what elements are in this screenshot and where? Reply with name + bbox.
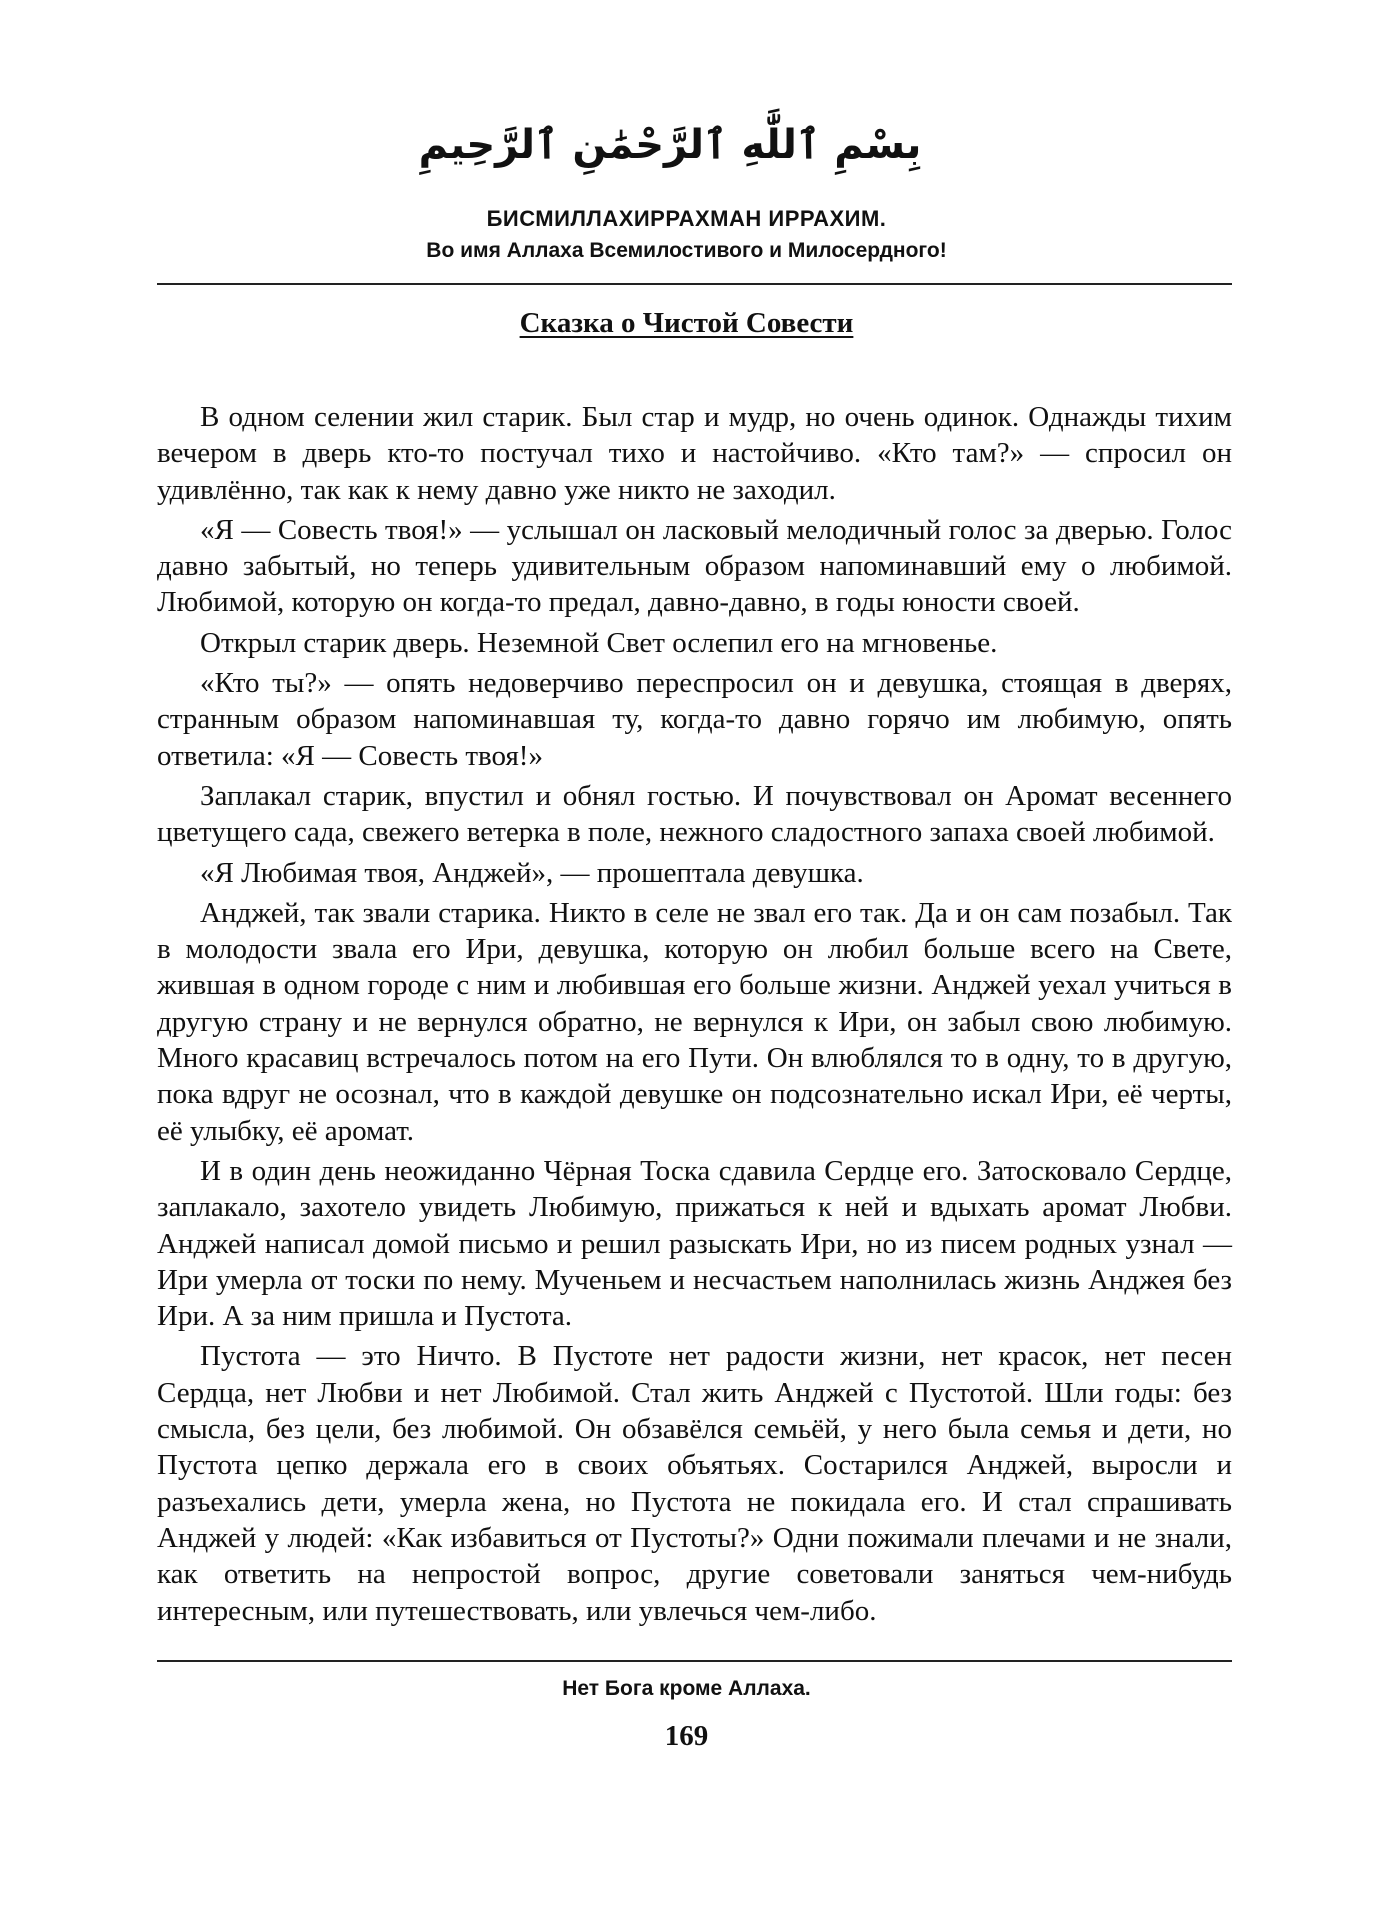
story-paragraph: Пустота — это Ничто. В Пустоте нет радости жизни, нет красок, нет песен Сердца, нет Любви и нет Любимой. Стал жить Анджей с Пустотой. Шли годы: без смысла, без цели, без любимой. Он обзавёлся семьёй, у него была семья и дети, но Пустота цепко держала его в своих объятьях. Состарился Анджей, выросли и разъехались дети, умерла жена, но Пустота не покидала его. И стал спрашивать Анджей у людей: «Как избавиться от Пустоты?» Одни пожимали плечами и не знали, как ответить на непростой вопрос, другие советовали заняться чем-нибудь интересным, или путешествовать, или увлечься чем-либо.	[157, 1340, 1232, 1627]
page-number: 169	[664, 1720, 709, 1752]
top-divider	[157, 283, 1232, 285]
story-paragraph: «Я — Совесть твоя!» — услышал он ласковый мелодичный голос за дверью. Голос давно забытый, но теперь удивительным образом напоминавший ему о любимой. Любимой, которую он когда-то предал, давно-давно, в годы юности своей.	[157, 513, 1232, 619]
bismillah-calligraphy-text: بِسْمِ ٱللَّٰهِ ٱلرَّحْمَٰنِ ٱلرَّحِيمِ	[418, 122, 922, 168]
header-transliteration: БИСМИЛЛАХИРРАХМАН ИРРАХИМ.	[486, 206, 887, 231]
bismillah-calligraphy	[418, 96, 922, 206]
story-paragraph: «Я Любимая твоя, Анджей», — прошептала девушка.	[200, 856, 864, 889]
bottom-divider	[157, 1660, 1232, 1662]
story-title	[0, 307, 1373, 340]
story-paragraph: «Кто ты?» — опять недоверчиво переспросил он и девушка, стоящая в дверях, странным образом напоминавшая ту, когда-то давно горячо им любимую, опять ответила: «Я — Совесть твоя!»	[157, 667, 1232, 772]
story-body	[157, 399, 1232, 1629]
footer-note: Нет Бога кроме Аллаха.	[562, 1677, 811, 1700]
story-paragraph: Открыл старик дверь. Неземной Свет ослепил его на мгновенье.	[200, 626, 998, 659]
story-paragraph: В одном селении жил старик. Был стар и мудр, но очень одинок. Однажды тихим вечером в дверь кто-то постучал тихо и настойчиво. «Кто там?» — спросил он удивлённо, так как к нему давно уже никто не заходил.	[157, 401, 1232, 506]
story-paragraph: Анджей, так звали старика. Никто в селе не звал его так. Да и он сам позабыл. Так в молодости звала его Ири, девушка, которую он любил больше всего на Свете, жившая в одном городе с ним и любившая его больше жизни. Анджей уехал учиться в другую страну и не вернулся обратно, не вернулся к Ири, он забыл свою любимую. Много красавиц встречалось потом на его Пути. Он влюблялся то в одну, то в другую, пока вдруг не осознал, что в каждой девушке он подсознательно искал Ири, её черты, её улыбку, её аромат.	[157, 896, 1232, 1147]
story-title-text: Сказка о Чистой Совести	[519, 307, 854, 339]
story-paragraph: И в один день неожиданно Чёрная Тоска сдавила Сердце его. Затосковало Сердце, заплакало, захотело увидеть Любимую, прижаться к ней и вдыхать аромат Любви. Анджей написал домой письмо и решил разыскать Ири, но из писем родных узнал — Ири умерла от тоски по нему. Мученьем и несчастьем наполнилась жизнь Анджея без Ири. А за ним пришла и Пустота.	[157, 1154, 1232, 1333]
header-translation: Во имя Аллаха Всемилостивого и Милосердного!	[426, 239, 947, 262]
story-paragraph: Заплакал старик, впустил и обнял гостью. И почувствовал он Аромат весеннего цветущего сада, свежего ветерка в поле, нежного сладостного запаха своей любимой.	[157, 779, 1232, 849]
